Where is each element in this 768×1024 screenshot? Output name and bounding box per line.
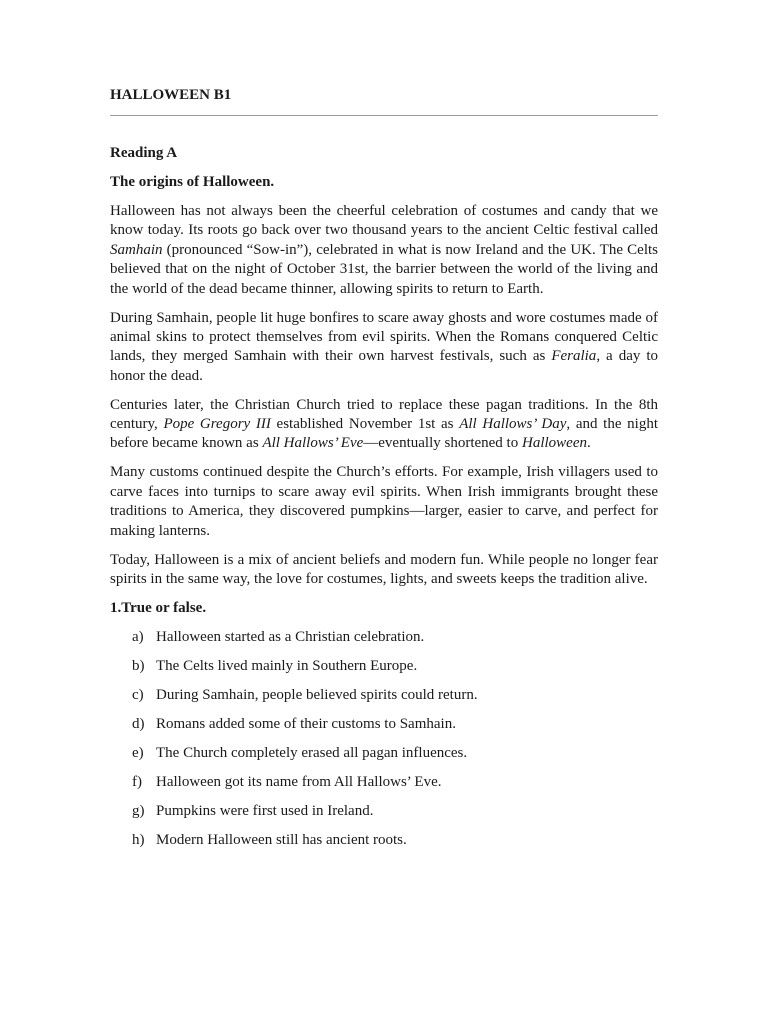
true-false-list — [110, 628, 658, 850]
item-statement: Halloween got its name from All Hallows’ Eve. — [156, 774, 442, 791]
italic-term: Halloween — [521, 435, 587, 452]
text-run: . — [586, 435, 591, 452]
document-body — [110, 144, 658, 860]
text-run: Many customs continued despite the Church’s efforts. For example, Irish villagers used to carve faces into turnips to scare away evil spirits. When Irish immigrants brought these traditions to America, they discovered pumpkins—larger, easier to carve, and perfect for making lanterns. — [110, 464, 658, 539]
list-item — [110, 744, 658, 763]
text-run: , and the night before became known as — [110, 416, 658, 452]
paragraph — [110, 396, 658, 454]
italic-term: Feralia — [551, 348, 597, 365]
list-item — [110, 657, 658, 676]
text-run: established November 1st as — [270, 416, 460, 433]
item-letter: f) — [132, 774, 142, 791]
item-statement: During Samhain, people believed spirits could return. — [156, 687, 478, 704]
title-divider — [110, 115, 658, 116]
paragraph — [110, 309, 658, 387]
item-letter: c) — [132, 687, 144, 704]
item-letter: a) — [132, 629, 144, 646]
list-item — [110, 628, 658, 647]
item-letter: d) — [132, 716, 145, 733]
item-statement: Modern Halloween still has ancient roots. — [156, 832, 407, 849]
italic-term: All Hallows’ Eve — [262, 435, 364, 452]
document-title: HALLOWEEN B1 — [110, 87, 232, 103]
italic-term: All Hallows’ Day — [459, 416, 567, 433]
italic-term: Samhain — [110, 241, 163, 258]
reading-title: The origins of Halloween. — [110, 174, 275, 190]
list-item — [110, 831, 658, 850]
list-item — [110, 773, 658, 792]
section-label: Reading A — [110, 145, 178, 161]
text-run: —eventually shortened to — [363, 435, 522, 452]
text-run: During Samhain, people lit huge bonfires to scare away ghosts and wore costumes made of animal skins to protect themselves from evil spirits. When the Romans conquered Celtic lands, they merged Samhain with their own harvest festivals, such as — [110, 309, 658, 365]
item-letter: b) — [132, 658, 145, 675]
text-run: , a day to honor the dead. — [110, 348, 659, 384]
reading-text — [110, 202, 658, 589]
item-letter: h) — [132, 832, 145, 849]
paragraph — [110, 551, 658, 590]
item-statement: Halloween started as a Christian celebration. — [156, 629, 425, 646]
item-letter: e) — [132, 745, 144, 762]
list-item — [110, 686, 658, 705]
paragraph — [110, 463, 658, 541]
list-item — [110, 802, 658, 821]
text-run: Today, Halloween is a mix of ancient beliefs and modern fun. While people no longer fear spirits in the same way, the love for costumes, lights, and sweets keeps the tradition alive. — [110, 551, 658, 587]
item-statement: The Celts lived mainly in Southern Europe. — [156, 658, 418, 675]
item-statement: Pumpkins were first used in Ireland. — [156, 803, 374, 820]
italic-term: Pope Gregory III — [163, 416, 271, 433]
text-run: Centuries later, the Christian Church tried to replace these pagan traditions. In the 8th century, — [110, 396, 658, 433]
item-statement: Romans added some of their customs to Samhain. — [156, 716, 456, 733]
item-statement: The Church completely erased all pagan influences. — [156, 745, 468, 762]
paragraph — [110, 202, 658, 299]
text-run: Halloween has not always been the cheerful celebration of costumes and candy that we know today. Its roots go back over two thousand years to the ancient Celtic festival called — [110, 203, 658, 239]
item-letter: g) — [132, 803, 145, 820]
exercise-title: 1.True or false. — [110, 600, 207, 617]
list-item — [110, 715, 658, 734]
text-run: (pronounced “Sow-in”), celebrated in what is now Ireland and the UK. The Celts believed that on the night of October 31st, the barrier between the world of the living and the world of the dead became thinner, allowing spirits to return to Earth. — [110, 241, 658, 297]
